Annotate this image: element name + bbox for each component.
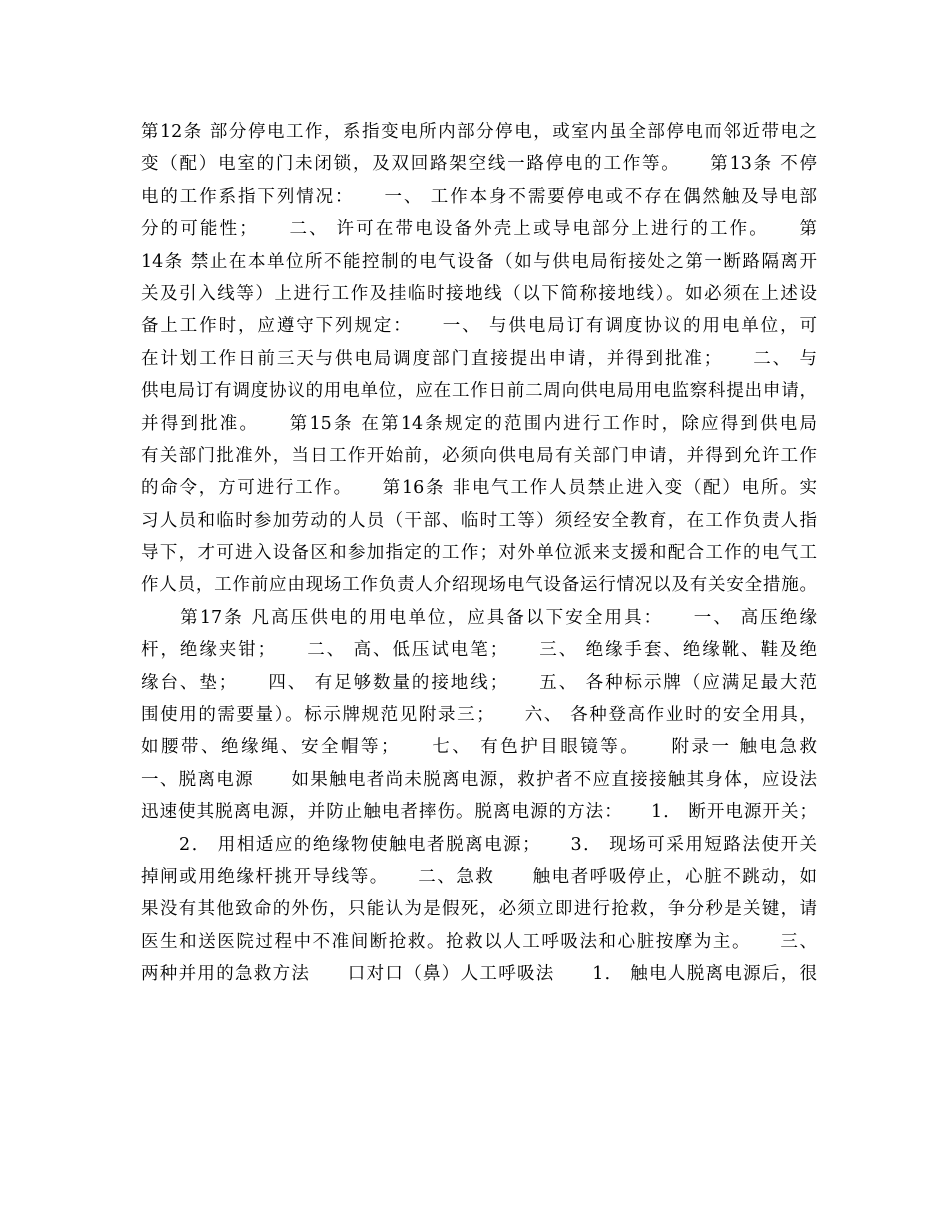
text-line: 有关部门批准外，当日工作开始前，必须向供电局有关部门申请，并得到允许工作 xyxy=(141,445,817,466)
text-line: 电的工作系指下列情况： 一、 工作本身不需要停电或不存在偶然触及导电部 xyxy=(141,186,817,207)
text-line: 杆，绝缘夹钳； 二、 高、低压试电笔； 三、 绝缘手套、绝缘靴、鞋及绝 xyxy=(141,640,817,661)
text-line: 变（配）电室的门未闭锁，及双回路架空线一路停电的工作等。 第13条 不停 xyxy=(141,154,817,175)
text-line: 医生和送医院过程中不准间断抢救。抢救以人工呼吸法和心脏按摩为主。 三、 xyxy=(141,931,817,952)
text-line: 围使用的需要量）。标示牌规范见附录三； 六、 各种登高作业时的安全用具， xyxy=(141,705,817,726)
text-line: 2． 用相适应的绝缘物使触电者脱离电源； 3． 现场可采用短路法使开关 xyxy=(141,834,817,855)
text-line: 缘台、垫； 四、 有足够数量的接地线； 五、 各种标示牌（应满足最大范 xyxy=(141,672,817,693)
text-line: 14条 禁止在本单位所不能控制的电气设备（如与供电局衔接处之第一断路隔离开 xyxy=(141,251,817,272)
text-line: 在计划工作日前三天与供电局调度部门直接提出申请，并得到批准； 二、 与 xyxy=(141,348,817,369)
body-text xyxy=(141,116,817,991)
text-line: 如腰带、绝缘绳、安全帽等； 七、 有色护目眼镜等。 附录一 触电急救 xyxy=(141,737,817,758)
text-line: 关及引入线等）上进行工作及挂临时接地线（以下简称接地线）。如必须在上述设 xyxy=(141,283,817,304)
text-line: 一、脱离电源 如果触电者尚未脱离电源，救护者不应直接接触其身体，应设法 xyxy=(141,769,817,790)
text-line: 第17条 凡高压供电的用电单位，应具备以下安全用具： 一、 高压绝缘 xyxy=(141,607,817,628)
text-line: 两种并用的急救方法 口对口（鼻）人工呼吸法 1． 触电人脱离电源后，很 xyxy=(141,964,817,985)
text-line: 供电局订有调度协议的用电单位，应在工作日前二周向供电局用电监察科提出申请， xyxy=(141,381,817,402)
text-line: 果没有其他致命的外伤，只能认为是假死，必须立即进行抢救，争分秒是关键，请 xyxy=(141,899,817,920)
text-line: 导下，才可进入设备区和参加指定的工作；对外单位派来支援和配合工作的电气工 xyxy=(141,543,817,564)
text-line: 掉闸或用绝缘杆挑开导线等。 二、急救 触电者呼吸停止，心脏不跳动，如 xyxy=(141,866,817,887)
text-line: 作人员，工作前应由现场工作负责人介绍现场电气设备运行情况以及有关安全措施。 xyxy=(141,575,817,596)
text-line: 并得到批准。 第15条 在第14条规定的范围内进行工作时，除应得到供电局 xyxy=(141,413,817,434)
text-line: 分的可能性； 二、 许可在带电设备外壳上或导电部分上进行的工作。 第 xyxy=(141,219,817,240)
text-line: 习人员和临时参加劳动的人员（干部、临时工等）须经安全教育，在工作负责人指 xyxy=(141,510,817,531)
text-line: 第12条 部分停电工作，系指变电所内部分停电，或室内虽全部停电而邻近带电之 xyxy=(141,122,817,142)
text-line: 备上工作时，应遵守下列规定： 一、 与供电局订有调度协议的用电单位，可 xyxy=(141,316,817,337)
text-line: 的命令，方可进行工作。 第16条 非电气工作人员禁止进入变（配）电所。实 xyxy=(141,478,817,499)
text-line: 迅速使其脱离电源，并防止触电者摔伤。脱离电源的方法： 1． 断开电源开关； xyxy=(141,802,817,823)
